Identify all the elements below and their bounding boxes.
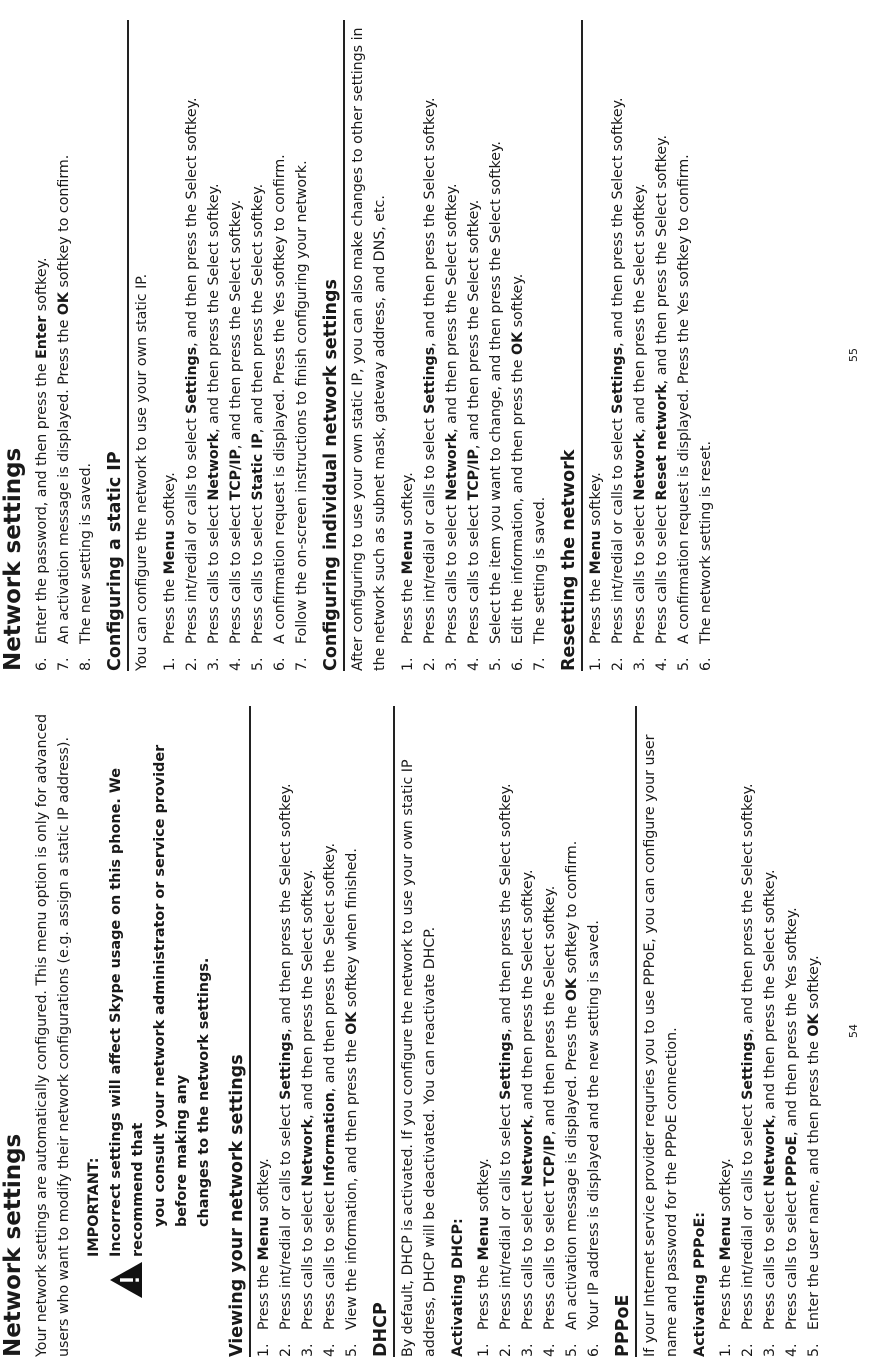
step-text: Press int/redial or calls to select (610, 413, 626, 644)
list-item (629, 20, 651, 671)
step-text: Press int/redial or calls to select (422, 413, 438, 644)
step-text: Press the (588, 574, 604, 644)
step-text: View the information, and then press the (344, 1034, 360, 1330)
list-item (31, 20, 53, 671)
step-emphasis: Network (300, 1118, 316, 1187)
step-text: Press calls to select (206, 500, 222, 644)
step-text: The network setting is reset. (698, 440, 714, 644)
step-text: Press calls to select (444, 500, 460, 644)
step-text-end: softkey. (476, 1158, 492, 1217)
section-heading-pppoe: PPPoE (613, 1294, 633, 1357)
page-title: Network settings (0, 1133, 26, 1357)
step-text: Press calls to select (762, 1186, 778, 1330)
individual-intro: After configuring to use your own static IP, you can also make changes to other settings in the network such as subnet mask, gateway address, and DNS, etc. (350, 27, 388, 671)
step-emphasis: Network (632, 432, 648, 501)
list-item (507, 20, 529, 671)
step-text: An activation message is displayed. Press the (56, 315, 72, 644)
step-text: Enter the password, and then press the (34, 358, 50, 644)
step-emphasis: Static IP (250, 433, 266, 501)
list-item (651, 20, 673, 671)
list-item (75, 20, 97, 671)
list-item (585, 20, 607, 671)
step-text: A confirmation request is displayed. Press the Yes softkey to confirm. (676, 154, 692, 644)
step-number: 6. (510, 657, 526, 671)
step-number: 5. (250, 657, 266, 671)
page-title: Network settings (0, 447, 26, 671)
step-text: Press calls to select (542, 1186, 558, 1330)
step-text: The new setting is saved. (78, 463, 94, 644)
step-emphasis: Information (322, 1092, 338, 1187)
list-item (291, 20, 313, 671)
step-text-end: , and then press the Select softkey. (654, 134, 670, 385)
list-item (561, 706, 583, 1357)
step-emphasis: Network (520, 1118, 536, 1187)
step-emphasis: TCP/IP (466, 449, 482, 501)
step-emphasis: Enter (34, 315, 50, 359)
step-text: The setting is saved. (532, 496, 548, 644)
step-number: 1. (588, 657, 604, 671)
step-emphasis: Settings (498, 1032, 514, 1100)
list-item (341, 706, 363, 1357)
step-text-end: , and then press the Select softkey. (520, 869, 536, 1119)
list-item (253, 706, 275, 1357)
step-number: 7. (294, 657, 310, 671)
section-rule (127, 20, 129, 671)
step-number: 1. (476, 1343, 492, 1357)
step-number: 3. (444, 657, 460, 671)
step-number: 1. (400, 657, 416, 671)
step-text-end: , and then press the Select softkey. (322, 842, 338, 1093)
list-item (673, 20, 695, 671)
steps-pppoe-continued (31, 20, 97, 671)
step-text-end: softkey. (588, 472, 604, 531)
step-text-end: , and then press the Select softkey. (498, 783, 514, 1033)
step-number: 4. (322, 1343, 338, 1357)
step-number: 5. (564, 1343, 580, 1357)
step-number: 5. (488, 657, 504, 671)
step-emphasis: Menu (162, 530, 178, 575)
step-text: Press calls to select (466, 500, 482, 644)
step-text-end: softkey. (256, 1158, 272, 1217)
step-text: Press int/redial or calls to select (740, 1099, 756, 1330)
section-heading-viewing: Viewing your network settings (227, 1054, 247, 1357)
list-item (159, 20, 181, 671)
step-text: An activation message is displayed. Press the (564, 1001, 580, 1330)
step-emphasis: TCP/IP (542, 1135, 558, 1187)
page-55 (0, 20, 874, 675)
step-emphasis: Settings (740, 1032, 756, 1100)
step-emphasis: TCP/IP (228, 449, 244, 501)
step-text-end: softkey when finished. (344, 848, 360, 1012)
list-item (607, 20, 629, 671)
step-text: Press the (476, 1260, 492, 1330)
intro-text: Your network settings are automatically configured. This menu option is only for advanced users who want to modify their network configurations (e.g. assign a static IP address). (34, 714, 72, 1357)
step-emphasis: Menu (476, 1216, 492, 1261)
step-number: 8. (78, 657, 94, 671)
step-number: 3. (762, 1343, 778, 1357)
step-emphasis: Menu (718, 1216, 734, 1261)
step-text: Press calls to select (520, 1186, 536, 1330)
step-number: 2. (422, 657, 438, 671)
step-text-end: softkey. (510, 273, 526, 332)
step-text-end: softkey. (400, 472, 416, 531)
step-number: 6. (34, 657, 50, 671)
section-heading-individual: Configuring individual network settings (321, 279, 341, 671)
list-item (419, 20, 441, 671)
list-item (759, 706, 781, 1357)
static-intro: You can configure the network to use your own static IP. (134, 273, 150, 671)
list-item (181, 20, 203, 671)
steps-individual (397, 20, 551, 671)
list-item (297, 706, 319, 1357)
important-notice (83, 706, 215, 1357)
step-text-end: , and then press the Select softkey. (206, 183, 222, 433)
section-heading-reset: Resetting the network (559, 449, 579, 671)
list-item (473, 706, 495, 1357)
list-item (715, 706, 737, 1357)
section-heading-dhcp: DHCP (371, 1302, 391, 1357)
step-number: 1. (256, 1343, 272, 1357)
important-text: Incorrect settings will affect Skype usage on this phone. We recommend that you consult your network administrator or service provider before making any changes to the network settings. (108, 744, 212, 1257)
step-number: 1. (162, 657, 178, 671)
list-item (803, 706, 825, 1357)
step-text: Press calls to select (228, 500, 244, 644)
list-item (695, 20, 717, 671)
list-item (529, 20, 551, 671)
steps-pppoe (715, 706, 825, 1357)
step-emphasis: OK (564, 978, 580, 1002)
step-text: Press int/redial or calls to select (498, 1099, 514, 1330)
steps-static (159, 20, 313, 671)
step-emphasis: Settings (422, 346, 438, 414)
page-number: 55 (847, 348, 860, 362)
step-emphasis: OK (510, 331, 526, 355)
step-text: Press calls to select (300, 1186, 316, 1330)
step-text-end: softkey. (34, 257, 50, 316)
list-item (539, 706, 561, 1357)
dhcp-intro: By default, DHCP is activated. If you configure the network to use your own static IP address, DHCP will be deactivated. You can reactivate DHCP. (400, 759, 438, 1357)
step-text-end: , and then press the Select softkey. (610, 97, 626, 347)
step-text-end: , and then press the Select softkey. (300, 869, 316, 1119)
step-emphasis: Menu (256, 1216, 272, 1261)
list-item (485, 20, 507, 671)
step-emphasis: OK (806, 1013, 822, 1037)
step-number: 3. (632, 657, 648, 671)
step-text: Press calls to select (654, 500, 670, 644)
page-number: 54 (847, 1024, 860, 1038)
step-text-end: , and then press the Select softkey. (250, 183, 266, 434)
step-number: 3. (206, 657, 222, 671)
step-emphasis: Settings (278, 1032, 294, 1100)
step-text: Press the (162, 574, 178, 644)
list-item (247, 20, 269, 671)
step-text-end: softkey. (806, 955, 822, 1014)
section-heading-static: Configuring a static IP (105, 451, 125, 671)
section-rule (249, 706, 251, 1357)
list-item (397, 20, 419, 671)
list-item (203, 20, 225, 671)
step-emphasis: Reset network (654, 384, 670, 501)
step-emphasis: Settings (184, 346, 200, 414)
list-item (463, 20, 485, 671)
step-text: A confirmation request is displayed. Press the Yes softkey to confirm. (272, 154, 288, 644)
list-item (517, 706, 539, 1357)
step-text-end: , and then press the Select softkey. (228, 199, 244, 450)
step-number: 5. (344, 1343, 360, 1357)
step-text-end: softkey. (162, 472, 178, 531)
step-number: 5. (676, 657, 692, 671)
step-emphasis: PPPoE (784, 1135, 800, 1187)
dhcp-subheading: Activating DHCP: (450, 1218, 466, 1357)
step-number: 2. (610, 657, 626, 671)
step-emphasis: Menu (400, 530, 416, 575)
step-number: 7. (532, 657, 548, 671)
step-text: Press calls to select (632, 500, 648, 644)
step-text-end: , and then press the Yes softkey. (784, 907, 800, 1136)
step-number: 2. (278, 1343, 294, 1357)
page-54 (0, 706, 874, 1361)
step-emphasis: Network (206, 432, 222, 501)
list-item (737, 706, 759, 1357)
section-rule (393, 706, 395, 1357)
step-emphasis: Menu (588, 530, 604, 575)
pppoe-subheading: Activating PPPoE: (692, 1211, 708, 1357)
step-number: 1. (718, 1343, 734, 1357)
step-emphasis: OK (344, 1011, 360, 1035)
step-emphasis: Settings (610, 346, 626, 414)
step-number: 4. (784, 1343, 800, 1357)
step-number: 2. (184, 657, 200, 671)
list-item (269, 20, 291, 671)
step-number: 6. (586, 1343, 602, 1357)
step-number: 4. (466, 657, 482, 671)
step-text-end: , and then press the Select softkey. (762, 869, 778, 1119)
list-item (225, 20, 247, 671)
step-text: Press int/redial or calls to select (184, 413, 200, 644)
list-item (319, 706, 341, 1357)
step-text-end: , and then press the Select softkey. (632, 183, 648, 433)
step-text-end: , and then press the Select softkey. (184, 97, 200, 347)
warning-icon (109, 1261, 143, 1299)
step-text-end: , and then press the Select softkey. (740, 783, 756, 1033)
step-text: Enter the user name, and then press the (806, 1036, 822, 1330)
step-number: 4. (654, 657, 670, 671)
step-number: 2. (740, 1343, 756, 1357)
pppoe-intro: If your Internet service provider requries you to use PPPoE, you can configure your user name and password for the PPPoE connection. (642, 734, 680, 1357)
step-text-end: , and then press the Select softkey. (466, 199, 482, 450)
step-text-end: softkey to confirm. (564, 840, 580, 979)
step-number: 2. (498, 1343, 514, 1357)
step-number: 4. (228, 657, 244, 671)
step-number: 4. (542, 1343, 558, 1357)
step-text: Press calls to select (784, 1186, 800, 1330)
step-text-end: softkey. (718, 1158, 734, 1217)
step-emphasis: Network (444, 432, 460, 501)
important-label: IMPORTANT: (86, 1157, 102, 1257)
step-number: 5. (806, 1343, 822, 1357)
step-number: 6. (698, 657, 714, 671)
list-item (781, 706, 803, 1357)
step-text: Press the (256, 1260, 272, 1330)
step-text: Follow the on-screen instructions to finish configuring your network. (294, 160, 310, 644)
step-emphasis: Network (762, 1118, 778, 1187)
step-text-end: , and then press the Select softkey. (422, 97, 438, 347)
step-number: 7. (56, 657, 72, 671)
step-text-end: , and then press the Select softkey. (444, 183, 460, 433)
list-item (275, 706, 297, 1357)
section-rule (635, 706, 637, 1357)
step-number: 3. (520, 1343, 536, 1357)
step-number: 6. (272, 657, 288, 671)
step-text: Your IP address is displayed and the new setting is saved. (586, 920, 602, 1330)
step-emphasis: OK (56, 292, 72, 316)
step-text: Press calls to select (250, 500, 266, 644)
list-item (495, 706, 517, 1357)
list-item (53, 20, 75, 671)
step-text-end: softkey to confirm. (56, 154, 72, 293)
step-number: 3. (300, 1343, 316, 1357)
step-text: Edit the information, and then press the (510, 354, 526, 644)
step-text-end: , and then press the Select softkey. (278, 783, 294, 1033)
step-text: Press the (400, 574, 416, 644)
steps-reset (585, 20, 717, 671)
steps-dhcp (473, 706, 605, 1357)
list-item (441, 20, 463, 671)
step-text-end: , and then press the Select softkey. (542, 885, 558, 1136)
step-text: Press calls to select (322, 1186, 338, 1330)
steps-viewing (253, 706, 363, 1357)
step-text: Select the item you want to change, and then press the Select softkey. (488, 141, 504, 644)
list-item (583, 706, 605, 1357)
section-rule (581, 20, 583, 671)
section-rule (343, 20, 345, 671)
step-text: Press int/redial or calls to select (278, 1099, 294, 1330)
step-text: Press the (718, 1260, 734, 1330)
